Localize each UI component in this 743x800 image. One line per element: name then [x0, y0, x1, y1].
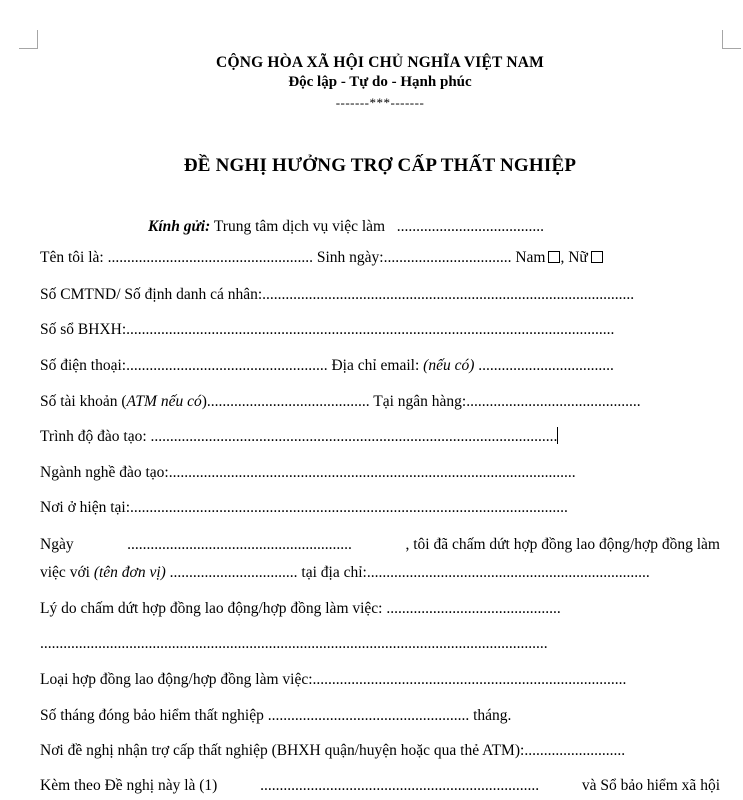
- dob-label: Sinh ngày:: [316, 249, 384, 266]
- bhxh-line: [40, 320, 720, 340]
- major-dots: .........................................................................................................: [168, 464, 576, 481]
- email-dots: ...................................: [478, 357, 614, 374]
- date-label: Ngày: [40, 536, 74, 553]
- account-dots: ..........................................: [206, 393, 370, 410]
- male-checkbox[interactable]: [548, 251, 560, 263]
- account-line: [40, 392, 720, 412]
- text-cursor: [557, 427, 558, 444]
- female-checkbox[interactable]: [591, 251, 603, 263]
- work-dots: .................................: [169, 564, 298, 581]
- kinh-gui-line: [148, 217, 720, 237]
- work-address-dots: .........................................................................: [366, 564, 650, 581]
- address-label: Nơi ở hiện tại:: [40, 499, 131, 516]
- page-corner-mark-top-right: [722, 30, 741, 49]
- place-line: [40, 741, 720, 761]
- id-dots: ................................................................................................: [262, 286, 635, 303]
- work-note: (tên đơn vị): [93, 564, 166, 581]
- education-label: Trình độ đào tạo:: [40, 428, 147, 445]
- name-dots: .....................................................: [107, 249, 313, 266]
- email-note: (nếu có): [423, 357, 475, 374]
- education-line: [40, 427, 720, 447]
- place-label: Nơi đề nghị nhận trợ cấp thất nghiệp (BHXH quận/huyện hoặc qua thẻ ATM):: [40, 742, 525, 759]
- reason-dots: .............................................: [386, 600, 561, 617]
- address-dots: .................................................................................................................: [130, 499, 568, 516]
- contract-label: Loại hợp đồng lao động/hợp đồng làm việc:: [40, 671, 313, 688]
- education-dots: .........................................................................................................: [150, 428, 558, 445]
- bhxh-dots: ..............................................................................................................................: [126, 321, 615, 338]
- reason-line-2: [40, 634, 720, 654]
- months-unit: tháng.: [473, 707, 512, 724]
- bank-dots: .............................................: [466, 393, 641, 410]
- reason-dots-2: ...................................................................................................................................: [40, 635, 548, 652]
- name-line: [40, 248, 720, 268]
- bhxh-label: Số sổ BHXH:: [40, 321, 127, 338]
- country-heading: CỘNG HÒA XÃ HỘI CHỦ NGHĨA VIỆT NAM: [216, 54, 544, 71]
- header-separator: -------***-------: [335, 95, 425, 110]
- phone-label: Số điện thoại:: [40, 357, 127, 374]
- reason-label: Lý do chấm dứt hợp đồng lao động/hợp đồng làm việc:: [40, 600, 383, 617]
- dob-dots: .................................: [383, 249, 512, 266]
- name-label: Tên tôi là:: [40, 249, 104, 266]
- kinh-gui-dots: ......................................: [396, 218, 544, 235]
- male-label: Nam: [515, 249, 546, 266]
- attach-dots: ........................................................................: [260, 777, 540, 794]
- email-label: Địa chỉ email:: [331, 357, 420, 374]
- reason-line: [40, 599, 720, 619]
- contract-line: [40, 670, 720, 690]
- motto-heading: Độc lập - Tự do - Hạnh phúc: [288, 74, 472, 90]
- address-line: [40, 498, 720, 518]
- page-corner-mark-top-left: [19, 30, 38, 49]
- work-address-label: tại địa chỉ:: [301, 564, 367, 581]
- date-line: [40, 535, 720, 555]
- document-title: ĐỀ NGHỊ HƯỞNG TRỢ CẤP THẤT NGHIỆP: [183, 155, 577, 176]
- work-line: [40, 563, 720, 583]
- id-label: Số CMTND/ Số định danh cá nhân:: [40, 286, 263, 303]
- phone-dots: ....................................................: [126, 357, 328, 374]
- contract-dots: .................................................................................: [312, 671, 627, 688]
- place-dots: ..........................: [524, 742, 626, 759]
- attach-line: [40, 776, 720, 796]
- major-line: [40, 463, 720, 483]
- id-line: [40, 285, 720, 305]
- female-label: , Nữ: [560, 249, 588, 266]
- date-dots: ..........................................................: [127, 536, 352, 553]
- attach-text: và Sổ bảo hiểm xã hội: [581, 777, 720, 794]
- account-close: ): [201, 393, 207, 410]
- account-note: ATM nếu có: [126, 393, 202, 410]
- attach-label: Kèm theo Đề nghị này là (1): [40, 777, 218, 794]
- work-label: việc với: [40, 564, 90, 581]
- kinh-gui-label: Kính gửi:: [148, 218, 211, 235]
- major-label: Ngành nghề đào tạo:: [40, 464, 169, 481]
- months-line: [40, 706, 720, 726]
- phone-line: [40, 356, 720, 376]
- account-label: Số tài khoản (: [40, 393, 127, 410]
- months-dots: ....................................................: [267, 707, 470, 724]
- date-text: , tôi đã chấm dứt hợp đồng lao động/hợp đồng làm: [405, 536, 720, 553]
- months-label: Số tháng đóng bảo hiểm thất nghiệp: [40, 707, 264, 724]
- kinh-gui-text: Trung tâm dịch vụ việc làm: [213, 218, 386, 235]
- bank-label: Tại ngân hàng:: [373, 393, 467, 410]
